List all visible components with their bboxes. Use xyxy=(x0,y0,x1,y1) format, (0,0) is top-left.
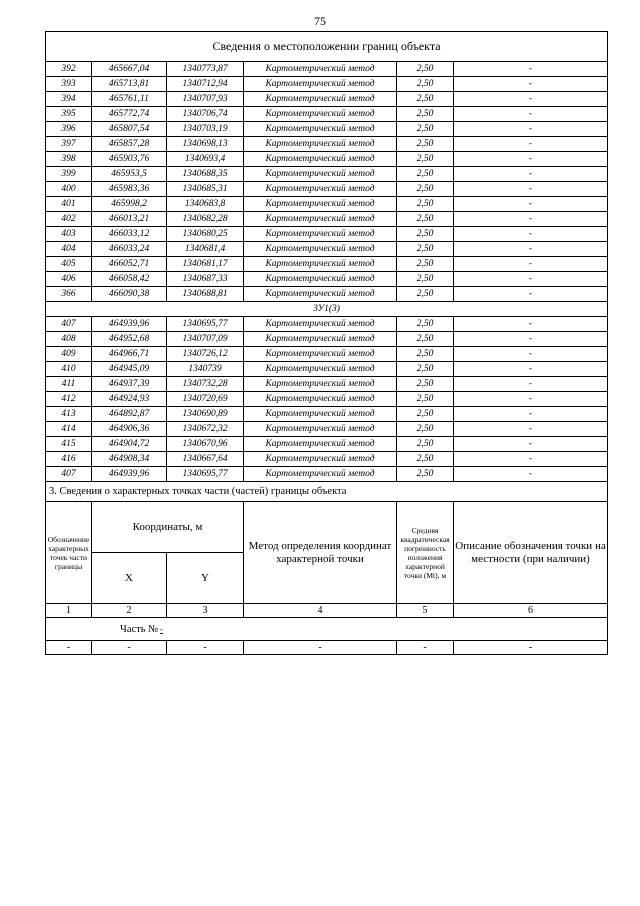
cell-method: Картометрический метод xyxy=(244,227,397,242)
cell-description: - xyxy=(454,137,608,152)
cell-coord-y: 1340680,25 xyxy=(167,227,244,242)
cell-accuracy: 2,50 xyxy=(397,62,454,77)
cell-point-id: 412 xyxy=(46,392,92,407)
cell-point-id: 366 xyxy=(46,287,92,302)
cell-point-id: 403 xyxy=(46,227,92,242)
cell-accuracy: 2,50 xyxy=(397,107,454,122)
column-number: 6 xyxy=(454,604,608,618)
cell-accuracy: 2,50 xyxy=(397,287,454,302)
column-number: 5 xyxy=(397,604,454,618)
empty-cell: - xyxy=(92,641,167,655)
cell-description: - xyxy=(454,422,608,437)
cell-point-id: 407 xyxy=(46,317,92,332)
cell-method: Картометрический метод xyxy=(244,77,397,92)
cell-point-id: 393 xyxy=(46,77,92,92)
cell-coord-y: 1340703,19 xyxy=(167,122,244,137)
cell-description: - xyxy=(454,332,608,347)
cell-point-id: 404 xyxy=(46,242,92,257)
cell-method: Картометрический метод xyxy=(244,392,397,407)
cell-coord-x: 464906,36 xyxy=(92,422,167,437)
cell-coord-x: 465772,74 xyxy=(92,107,167,122)
cell-point-id: 411 xyxy=(46,377,92,392)
cell-description: - xyxy=(454,377,608,392)
table-row xyxy=(46,227,608,242)
cell-method: Картометрический метод xyxy=(244,182,397,197)
cell-description: - xyxy=(454,122,608,137)
cell-accuracy: 2,50 xyxy=(397,77,454,92)
cell-point-id: 398 xyxy=(46,152,92,167)
cell-method: Картометрический метод xyxy=(244,167,397,182)
part-row xyxy=(46,618,608,641)
cell-coord-y: 1340688,35 xyxy=(167,167,244,182)
cell-coord-y: 1340720,69 xyxy=(167,392,244,407)
cell-description: - xyxy=(454,362,608,377)
cell-coord-y: 1340670,96 xyxy=(167,437,244,452)
cell-coord-x: 466033,24 xyxy=(92,242,167,257)
cell-coord-y: 1340687,33 xyxy=(167,272,244,287)
cell-accuracy: 2,50 xyxy=(397,227,454,242)
table-row xyxy=(46,332,608,347)
cell-coord-y: 1340739 xyxy=(167,362,244,377)
cell-accuracy: 2,50 xyxy=(397,182,454,197)
cell-accuracy: 2,50 xyxy=(397,257,454,272)
cell-method: Картометрический метод xyxy=(244,92,397,107)
cell-description: - xyxy=(454,317,608,332)
cell-coord-y: 1340693,4 xyxy=(167,152,244,167)
cell-coord-x: 464966,71 xyxy=(92,347,167,362)
cell-accuracy: 2,50 xyxy=(397,332,454,347)
cell-coord-x: 465903,76 xyxy=(92,152,167,167)
cell-method: Картометрический метод xyxy=(244,152,397,167)
table-row xyxy=(46,317,608,332)
cell-point-id: 414 xyxy=(46,422,92,437)
cell-coord-y: 1340667,64 xyxy=(167,452,244,467)
header-row-1 xyxy=(46,502,608,553)
table-row xyxy=(46,167,608,182)
table-row xyxy=(46,437,608,452)
cell-point-id: 408 xyxy=(46,332,92,347)
cell-accuracy: 2,50 xyxy=(397,452,454,467)
table-row xyxy=(46,362,608,377)
part-value: - xyxy=(160,624,163,634)
cell-description: - xyxy=(454,62,608,77)
cell-accuracy: 2,50 xyxy=(397,392,454,407)
cell-accuracy: 2,50 xyxy=(397,377,454,392)
column-numbers-row xyxy=(46,604,608,618)
table-row xyxy=(46,92,608,107)
cell-method: Картометрический метод xyxy=(244,332,397,347)
cell-description: - xyxy=(454,437,608,452)
cell-method: Картометрический метод xyxy=(244,317,397,332)
cell-accuracy: 2,50 xyxy=(397,347,454,362)
cell-description: - xyxy=(454,167,608,182)
cell-accuracy: 2,50 xyxy=(397,317,454,332)
group-row xyxy=(46,302,608,317)
cell-accuracy: 2,50 xyxy=(397,122,454,137)
cell-coord-y: 1340683,8 xyxy=(167,197,244,212)
cell-description: - xyxy=(454,92,608,107)
cell-description: - xyxy=(454,257,608,272)
cell-coord-x: 465667,04 xyxy=(92,62,167,77)
cell-point-id: 401 xyxy=(46,197,92,212)
cell-coord-x: 464904,72 xyxy=(92,437,167,452)
cell-coord-x: 465713,81 xyxy=(92,77,167,92)
table-row xyxy=(46,407,608,422)
cell-coord-y: 1340681,4 xyxy=(167,242,244,257)
cell-accuracy: 2,50 xyxy=(397,407,454,422)
cell-coord-x: 465983,36 xyxy=(92,182,167,197)
table-row xyxy=(46,122,608,137)
header-method: Метод определения координат характерной точки xyxy=(244,502,397,604)
cell-coord-x: 464939,96 xyxy=(92,317,167,332)
cell-coord-x: 464939,96 xyxy=(92,467,167,482)
empty-cell: - xyxy=(167,641,244,655)
cell-coord-x: 464952,68 xyxy=(92,332,167,347)
cell-point-id: 402 xyxy=(46,212,92,227)
section3-title: 3. Сведения о характерных точках части (частей) границы объекта xyxy=(46,482,608,502)
cell-coord-x: 466052,71 xyxy=(92,257,167,272)
cell-accuracy: 2,50 xyxy=(397,362,454,377)
column-number: 3 xyxy=(167,604,244,618)
empty-cell: - xyxy=(46,641,92,655)
cell-coord-y: 1340688,81 xyxy=(167,287,244,302)
table-row xyxy=(46,62,608,77)
cell-point-id: 405 xyxy=(46,257,92,272)
cell-method: Картометрический метод xyxy=(244,407,397,422)
cell-method: Картометрический метод xyxy=(244,287,397,302)
cell-description: - xyxy=(454,407,608,422)
column-number: 2 xyxy=(92,604,167,618)
cell-method: Картометрический метод xyxy=(244,242,397,257)
cell-point-id: 397 xyxy=(46,137,92,152)
cell-description: - xyxy=(454,227,608,242)
cell-description: - xyxy=(454,347,608,362)
cell-method: Картометрический метод xyxy=(244,137,397,152)
table-row xyxy=(46,452,608,467)
cell-coord-y: 1340695,77 xyxy=(167,317,244,332)
cell-method: Картометрический метод xyxy=(244,467,397,482)
table-row xyxy=(46,287,608,302)
cell-method: Картометрический метод xyxy=(244,197,397,212)
cell-coord-x: 464924,93 xyxy=(92,392,167,407)
cell-point-id: 392 xyxy=(46,62,92,77)
table-row xyxy=(46,467,608,482)
cell-accuracy: 2,50 xyxy=(397,422,454,437)
cell-coord-y: 1340681,17 xyxy=(167,257,244,272)
empty-cell: - xyxy=(454,641,608,655)
cell-description: - xyxy=(454,452,608,467)
cell-coord-y: 1340690,89 xyxy=(167,407,244,422)
empty-cell: - xyxy=(244,641,397,655)
cell-coord-x: 465998,2 xyxy=(92,197,167,212)
table-row xyxy=(46,107,608,122)
header-y: Y xyxy=(167,553,244,604)
section-title-row xyxy=(46,32,608,62)
cell-method: Картометрический метод xyxy=(244,437,397,452)
cell-description: - xyxy=(454,212,608,227)
cell-accuracy: 2,50 xyxy=(397,242,454,257)
cell-accuracy: 2,50 xyxy=(397,437,454,452)
cell-method: Картометрический метод xyxy=(244,272,397,287)
cell-coord-x: 464945,09 xyxy=(92,362,167,377)
cell-coord-x: 466033,12 xyxy=(92,227,167,242)
cell-coord-x: 466090,38 xyxy=(92,287,167,302)
section-title: Сведения о местоположении границ объекта xyxy=(46,32,608,62)
part-cell xyxy=(46,618,608,641)
cell-coord-y: 1340672,32 xyxy=(167,422,244,437)
table-row xyxy=(46,422,608,437)
cell-accuracy: 2,50 xyxy=(397,467,454,482)
cell-coord-x: 466013,21 xyxy=(92,212,167,227)
header-description: Описание обозначения точки на местности (при наличии) xyxy=(454,502,608,604)
cell-point-id: 413 xyxy=(46,407,92,422)
cell-description: - xyxy=(454,287,608,302)
table-row xyxy=(46,182,608,197)
cell-method: Картометрический метод xyxy=(244,212,397,227)
cell-method: Картометрический метод xyxy=(244,362,397,377)
cell-point-id: 400 xyxy=(46,182,92,197)
cell-accuracy: 2,50 xyxy=(397,167,454,182)
cell-description: - xyxy=(454,107,608,122)
cell-coord-y: 1340712,94 xyxy=(167,77,244,92)
cell-accuracy: 2,50 xyxy=(397,152,454,167)
empty-row xyxy=(46,641,608,655)
cell-point-id: 399 xyxy=(46,167,92,182)
cell-accuracy: 2,50 xyxy=(397,137,454,152)
cell-method: Картометрический метод xyxy=(244,257,397,272)
cell-description: - xyxy=(454,242,608,257)
table-row xyxy=(46,152,608,167)
cell-point-id: 394 xyxy=(46,92,92,107)
table-row xyxy=(46,242,608,257)
header-designation: Обозначение характерных точек части границы xyxy=(46,502,92,604)
cell-coord-y: 1340682,28 xyxy=(167,212,244,227)
table-row xyxy=(46,272,608,287)
cell-accuracy: 2,50 xyxy=(397,197,454,212)
table-row xyxy=(46,77,608,92)
group-label: ЗУ1(3) xyxy=(46,302,608,317)
cell-description: - xyxy=(454,197,608,212)
table-row xyxy=(46,257,608,272)
table-row xyxy=(46,137,608,152)
cell-description: - xyxy=(454,77,608,92)
cell-point-id: 416 xyxy=(46,452,92,467)
table-row xyxy=(46,212,608,227)
cell-point-id: 407 xyxy=(46,467,92,482)
header-x: X xyxy=(92,553,167,604)
cell-coord-y: 1340698,13 xyxy=(167,137,244,152)
column-number: 4 xyxy=(244,604,397,618)
cell-method: Картометрический метод xyxy=(244,62,397,77)
cell-coord-x: 465807,54 xyxy=(92,122,167,137)
cell-method: Картометрический метод xyxy=(244,107,397,122)
cell-coord-x: 464937,39 xyxy=(92,377,167,392)
cell-point-id: 395 xyxy=(46,107,92,122)
cell-coord-y: 1340773,87 xyxy=(167,62,244,77)
cell-coord-x: 466058,42 xyxy=(92,272,167,287)
header-coords: Координаты, м xyxy=(92,502,244,553)
cell-coord-y: 1340732,28 xyxy=(167,377,244,392)
cell-coord-y: 1340726,12 xyxy=(167,347,244,362)
cell-description: - xyxy=(454,467,608,482)
cell-coord-y: 1340707,93 xyxy=(167,92,244,107)
page-number: 75 xyxy=(314,14,326,28)
cell-accuracy: 2,50 xyxy=(397,272,454,287)
cell-point-id: 410 xyxy=(46,362,92,377)
header-accuracy: Средняя квадратическая погрешность положения характерной точки (Mt), м xyxy=(397,502,454,604)
table-row xyxy=(46,197,608,212)
cell-description: - xyxy=(454,152,608,167)
cell-coord-x: 465953,5 xyxy=(92,167,167,182)
column-number: 1 xyxy=(46,604,92,618)
cell-point-id: 409 xyxy=(46,347,92,362)
cell-method: Картометрический метод xyxy=(244,122,397,137)
cell-accuracy: 2,50 xyxy=(397,92,454,107)
cell-coord-x: 465857,28 xyxy=(92,137,167,152)
table-row xyxy=(46,392,608,407)
cell-point-id: 396 xyxy=(46,122,92,137)
cell-description: - xyxy=(454,272,608,287)
cell-coord-y: 1340707,09 xyxy=(167,332,244,347)
cell-coord-y: 1340706,74 xyxy=(167,107,244,122)
cell-coord-x: 465761,11 xyxy=(92,92,167,107)
cell-description: - xyxy=(454,392,608,407)
empty-cell: - xyxy=(397,641,454,655)
cell-coord-x: 464892,87 xyxy=(92,407,167,422)
cell-method: Картометрический метод xyxy=(244,377,397,392)
cell-point-id: 406 xyxy=(46,272,92,287)
cell-coord-y: 1340685,31 xyxy=(167,182,244,197)
part-label: Часть № xyxy=(120,623,159,635)
cell-point-id: 415 xyxy=(46,437,92,452)
cell-method: Картометрический метод xyxy=(244,452,397,467)
cell-accuracy: 2,50 xyxy=(397,212,454,227)
cell-coord-x: 464908,34 xyxy=(92,452,167,467)
cell-description: - xyxy=(454,182,608,197)
boundary-table xyxy=(45,31,608,655)
section3-row xyxy=(46,482,608,502)
table-row xyxy=(46,377,608,392)
table-row xyxy=(46,347,608,362)
cell-method: Картометрический метод xyxy=(244,422,397,437)
cell-coord-y: 1340695,77 xyxy=(167,467,244,482)
cell-method: Картометрический метод xyxy=(244,347,397,362)
